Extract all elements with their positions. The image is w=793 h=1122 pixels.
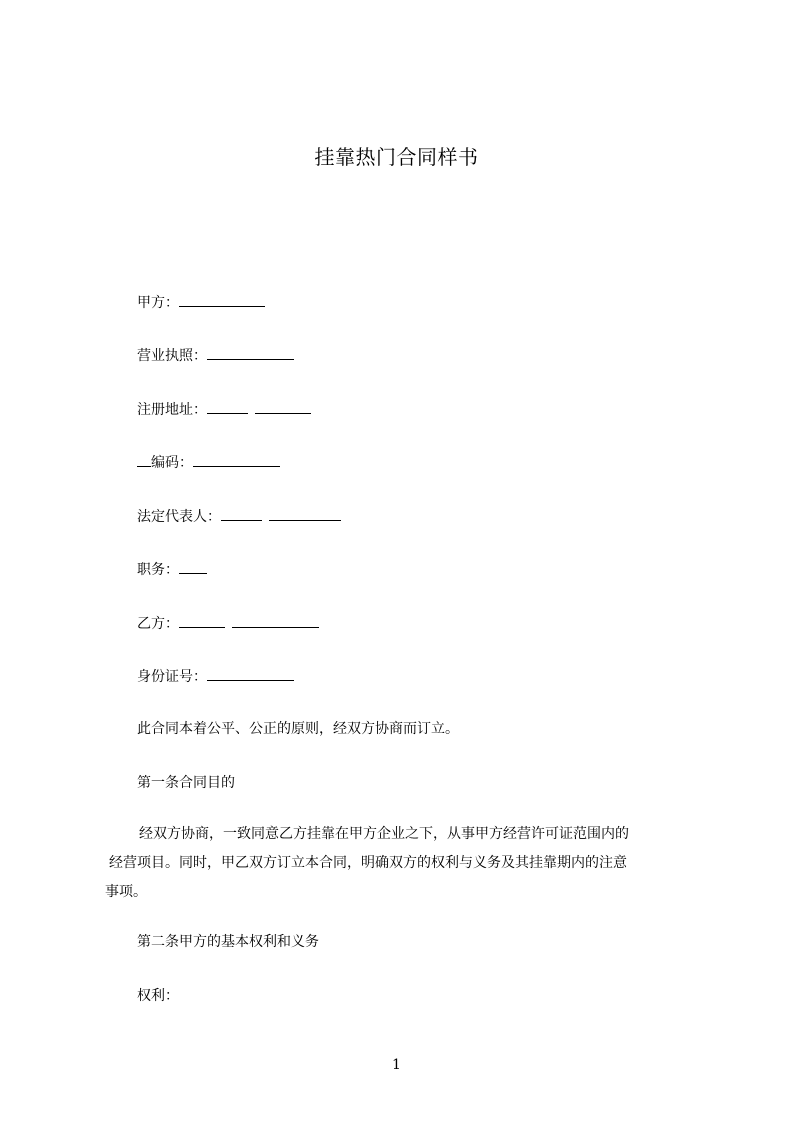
party-a-field	[137, 292, 265, 313]
document-title: 挂靠热门合同样书	[314, 145, 479, 169]
registered-address-label: 注册地址：	[137, 402, 207, 418]
legal-representative-blank-1	[221, 506, 262, 521]
position-blank	[179, 559, 207, 574]
article-1-line-2: 经营项目。同时，甲乙双方订立本合同，明确双方的权利与义务及其挂靠期内的注意	[109, 855, 627, 871]
position-field	[137, 559, 207, 580]
postal-code-label: 编码：	[151, 455, 193, 471]
party-b-label: 乙方：	[137, 616, 179, 632]
article-1-line-3: 事项。	[105, 884, 147, 900]
party-b-field	[137, 613, 319, 634]
registered-address-field	[137, 399, 311, 420]
article-1-body	[105, 820, 701, 907]
legal-representative-field	[137, 506, 341, 527]
article-1-line-1: 经双方协商，一致同意乙方挂靠在甲方企业之下，从事甲方经营许可证范围内的	[139, 826, 629, 842]
article-2-heading: 第二条甲方的基本权利和义务	[137, 934, 319, 950]
business-license-blank	[207, 345, 294, 360]
postal-code-field	[137, 452, 280, 473]
article-1-heading: 第一条合同目的	[137, 775, 235, 791]
registered-address-blank-2	[255, 399, 311, 414]
legal-representative-blank-2	[269, 506, 341, 521]
registered-address-blank-1	[207, 399, 248, 414]
party-a-blank	[179, 292, 265, 307]
legal-representative-label: 法定代表人：	[137, 509, 221, 525]
id-number-field	[137, 666, 294, 687]
party-b-blank-2	[232, 613, 319, 628]
postal-code-prefix-blank	[137, 452, 151, 467]
rights-label: 权利：	[137, 988, 179, 1004]
intro-text: 此合同本着公平、公正的原则，经双方协商而订立。	[137, 721, 459, 737]
business-license-field	[137, 345, 294, 366]
party-b-blank-1	[179, 613, 225, 628]
page-number: 1	[392, 1057, 401, 1073]
business-license-label: 营业执照：	[137, 348, 207, 364]
position-label: 职务：	[137, 562, 179, 578]
id-number-label: 身份证号：	[137, 669, 207, 685]
party-a-label: 甲方：	[137, 295, 179, 311]
postal-code-blank	[193, 452, 280, 467]
id-number-blank	[207, 666, 294, 681]
